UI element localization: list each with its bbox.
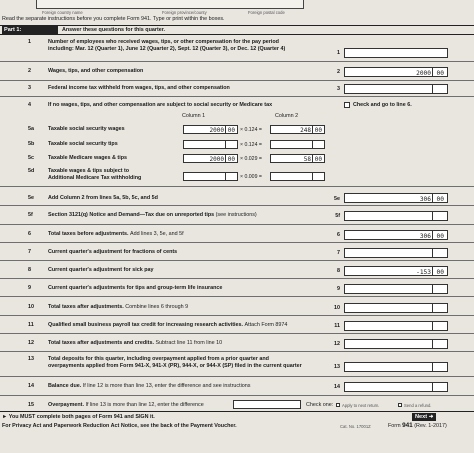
line2-ref: 2 (337, 69, 340, 75)
line15-text: Overpayment. If line 13 is more than line 12, enter the difference (48, 402, 204, 408)
line1-text2: including: Mar. 12 (Quarter 1), June 12 (Quarter 2), Sept. 12 (Quarter 3), or Dec. 12 (Quarter 4) (48, 45, 286, 52)
footer-privacy-notice: For Privacy Act and Paperwork Reduction Act Notice, see the back of the Payment Voucher. (2, 423, 237, 429)
line5a-text: Taxable social security wages (48, 126, 125, 132)
line9-num: 9 (28, 285, 31, 291)
line5c-num: 5c (28, 155, 34, 161)
line13-num: 13 (28, 356, 34, 362)
send-refund-checkbox[interactable] (398, 403, 402, 407)
line5b-col1-field[interactable] (183, 140, 238, 149)
line4-checkbox[interactable] (344, 102, 350, 108)
line8-num: 8 (28, 267, 31, 273)
line5a-num: 5a (28, 126, 34, 132)
line5b-text: Taxable social security tips (48, 141, 118, 147)
line6-text: Total taxes before adjustments. Add lines 3, 5e, and 5f (48, 231, 184, 237)
line12-field[interactable] (344, 339, 448, 349)
part1-title: Answer these questions for this quarter. (62, 26, 166, 33)
line10-field[interactable] (344, 303, 448, 313)
line12-text: Total taxes after adjustments and credits. Subtract line 11 from line 10 (48, 340, 223, 346)
line3-num: 3 (28, 85, 31, 91)
send-refund-label: Send a refund. (404, 402, 432, 408)
line3-field[interactable] (344, 84, 448, 94)
line1-field[interactable] (344, 48, 448, 58)
line15-check-one: Check one: (306, 402, 334, 408)
line1-ref: 1 (337, 50, 340, 56)
foreign-postal-label: Foreign postal code (248, 9, 285, 15)
line3-text: Federal income tax withheld from wages, tips, and other compensation (48, 85, 230, 91)
line5a-multiplier: × 0.124 = (240, 127, 262, 133)
line9-ref: 9 (337, 286, 340, 292)
line7-text: Current quarter's adjustment for fractions of cents (48, 249, 178, 255)
line12-ref: 12 (334, 341, 340, 347)
line5c-multiplier: × 0.029 = (240, 156, 262, 162)
line5b-col2-field[interactable] (270, 140, 325, 149)
line8-ref: 8 (337, 268, 340, 274)
line6-num: 6 (28, 231, 31, 237)
line2-field[interactable]: 2000 00 (344, 67, 448, 77)
line9-text: Current quarter's adjustments for tips and group-term life insurance (48, 285, 223, 291)
line5c-col1-field[interactable]: 2000 00 (183, 154, 238, 163)
part1-tag: Part 1: (2, 26, 58, 34)
line7-num: 7 (28, 249, 31, 255)
line5d-multiplier: × 0.009 = (240, 174, 262, 180)
line11-field[interactable] (344, 321, 448, 331)
line11-num: 11 (28, 322, 34, 328)
next-page-button[interactable]: Next ➜ (412, 413, 436, 421)
line4-text: If no wages, tips, and other compensation are subject to social security or Medicare tax (48, 102, 273, 108)
instructions-line: Read the separate instructions before you complete Form 941. Type or print within the boxes. (2, 16, 225, 22)
line7-field[interactable] (344, 248, 448, 258)
line1-text: Number of employees who received wages, tips, or other compensation for the pay period (48, 39, 279, 45)
line6-field[interactable]: 306 00 (344, 230, 448, 240)
line5a-col1-field[interactable]: 2000 00 (183, 125, 238, 134)
line9-field[interactable] (344, 284, 448, 294)
line5f-field[interactable] (344, 211, 448, 221)
line5d-num: 5d (28, 168, 35, 174)
line8-field[interactable]: -153 00 (344, 266, 448, 276)
footer-cat-no: Cat. No. 17001Z (340, 424, 371, 429)
line3-ref: 3 (337, 86, 340, 92)
line10-text: Total taxes after adjustments. Combine lines 6 through 9 (48, 304, 189, 310)
line2-text: Wages, tips, and other compensation (48, 68, 144, 74)
line13-text2: overpayments applied from Form 941-X, 941-X (PR), 944-X, or 944-X (SP) filed in the current quarter (48, 362, 302, 369)
line5d-text2: Additional Medicare Tax withholding (48, 174, 142, 181)
arrow-right-icon: ➜ (428, 414, 434, 420)
line5a-col2-field[interactable]: 248 00 (270, 125, 325, 134)
line11-ref: 11 (334, 323, 340, 329)
line4-check-label: Check and go to line 6. (353, 102, 412, 108)
line15-num: 15 (28, 402, 34, 408)
line13-ref: 13 (334, 364, 340, 370)
footer-form-id: Form 941 (Rev. 1-2017) (388, 422, 447, 429)
apply-next-return-checkbox[interactable] (336, 403, 340, 407)
line14-field[interactable] (344, 382, 448, 392)
line10-num: 10 (28, 304, 34, 310)
line5b-num: 5b (28, 141, 35, 147)
line5b-multiplier: × 0.124 = (240, 142, 262, 148)
line11-text: Qualified small business payroll tax credit for increasing research activities. Attach Form 8974 (48, 322, 288, 328)
line5c-text: Taxable Medicare wages & tips (48, 155, 127, 161)
line14-ref: 14 (334, 384, 340, 390)
line5d-col1-field[interactable] (183, 172, 238, 181)
line7-ref: 7 (337, 250, 340, 256)
line13-field[interactable] (344, 362, 448, 372)
line5f-text: Section 3121(q) Notice and Demand—Tax due on unreported tips (see instructions) (48, 212, 257, 218)
line13-text: Total deposits for this quarter, including overpayment applied from a prior quarter and (48, 356, 269, 362)
line10-ref: 10 (334, 305, 340, 311)
line5f-num: 5f (28, 212, 33, 218)
triangle-right-icon: ► (2, 414, 8, 420)
address-top-box (36, 0, 304, 9)
line5d-col2-field[interactable] (270, 172, 325, 181)
apply-next-return-label: Apply to next return. (342, 402, 380, 408)
line8-text: Current quarter's adjustment for sick pay (48, 267, 154, 273)
line5e-ref: 5e (334, 196, 340, 202)
line14-text: Balance due. If line 12 is more than line 13, enter the difference and see instructions (48, 383, 251, 389)
line4-num: 4 (28, 102, 31, 108)
line5e-text: Add Column 2 from lines 5a, 5b, 5c, and 5d (48, 195, 158, 201)
footer-must-complete: ► You MUST complete both pages of Form 941 and SIGN it. (2, 414, 155, 420)
column2-header: Column 2 (275, 113, 299, 119)
line2-num: 2 (28, 68, 31, 74)
line5e-field[interactable]: 306 00 (344, 193, 448, 203)
line5c-col2-field[interactable]: 58 00 (270, 154, 325, 163)
line12-num: 12 (28, 340, 34, 346)
part1-bottom-rule (0, 34, 474, 35)
line5f-ref: 5f (335, 213, 340, 219)
line15-field[interactable] (233, 400, 301, 409)
line5e-num: 5e (28, 195, 34, 201)
column1-header: Column 1 (182, 113, 206, 119)
line1-num: 1 (28, 39, 31, 45)
line14-num: 14 (28, 383, 34, 389)
foreign-province-label: Foreign province/county (162, 9, 207, 15)
foreign-country-label: Foreign country name (42, 9, 83, 15)
line5d-text: Taxable wages & tips subject to (48, 168, 130, 174)
line6-ref: 6 (337, 232, 340, 238)
